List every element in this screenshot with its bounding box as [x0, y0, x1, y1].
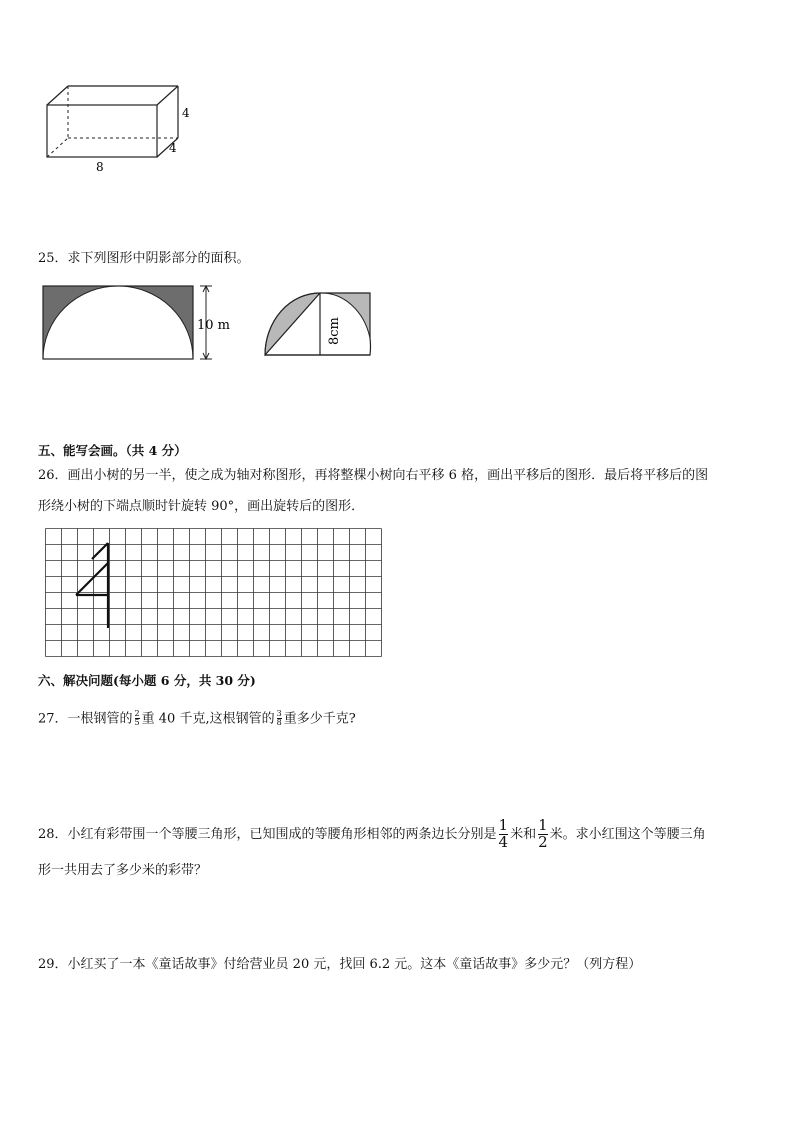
fraction-denominator: 4: [498, 832, 509, 851]
fraction-2-5: [135, 710, 140, 728]
half-tree-drawing: [76, 543, 108, 628]
q28-text-3: 米。求小红围这个等腰三角: [549, 826, 706, 842]
fraction-numerator: 1: [538, 816, 548, 834]
dimension-label-8cm: 8cm: [327, 317, 342, 345]
fraction-denominator: 8: [276, 718, 282, 728]
section-5-title: 五、能写会画。（共 4 分）: [38, 443, 187, 458]
fraction-numerator: 1: [498, 816, 509, 834]
cuboid-depth-label: 4: [169, 141, 177, 155]
q27-text-3: 重多少千克?: [283, 711, 356, 727]
fraction-numerator: 2: [134, 709, 140, 718]
drawing-grid[interactable]: [45, 528, 385, 664]
question-28-line-2: 形一共用去了多少米的彩带？: [38, 863, 208, 878]
q28-text-1: 28．小红有彩带围一个等腰三角形，已知围成的等腰角形相邻的两条边长分别是: [38, 826, 497, 842]
cuboid-figure: [40, 80, 200, 175]
q27-text-1: 27．一根钢管的: [38, 711, 133, 727]
question-26-line-2: 形绕小树的下端点顺时针旋转 90°，画出旋转后的图形．: [38, 499, 365, 514]
fraction-1-2: [538, 818, 548, 851]
fraction-numerator: 3: [276, 709, 282, 718]
fraction-1-4: [499, 818, 509, 851]
question-27: [38, 710, 356, 728]
cuboid-length-label: 8: [96, 160, 104, 174]
dimension-label-10m: 10 m: [197, 318, 231, 333]
fraction-3-8: [277, 710, 282, 728]
fraction-denominator: 2: [538, 832, 548, 851]
shaded-quarter-circle-figure: [262, 290, 374, 358]
cuboid-height-label: 4: [182, 106, 190, 120]
question-26-line-1: 26．画出小树的另一半，使之成为轴对称图形，再将整棵小树向右平移 6 格，画出平移后的图形．最后将平移后的图: [38, 468, 709, 483]
question-29: 29．小红买了一本《童话故事》付给营业员 20 元，找回 6.2 元。这本《童话故事》多少元？（列方程）: [38, 957, 642, 972]
q27-text-2: 重 40 千克,这根钢管的: [141, 711, 275, 727]
q28-text-2: 米和: [510, 826, 537, 842]
fraction-denominator: 5: [134, 718, 140, 728]
question-28-line-1: [38, 818, 706, 851]
section-6-title: 六、解决问题(每小题 6 分，共 30 分): [38, 673, 256, 688]
question-25: 25．求下列图形中阴影部分的面积。: [38, 251, 250, 266]
shaded-semicircle-figure: [40, 283, 240, 365]
